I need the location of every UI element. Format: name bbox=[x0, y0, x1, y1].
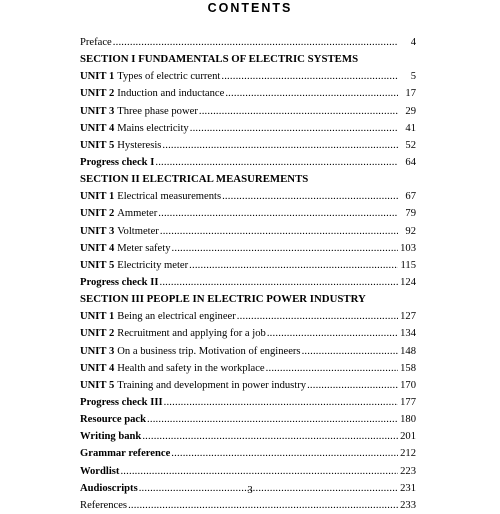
entry-title: Preface bbox=[80, 37, 112, 48]
toc-section-heading bbox=[80, 171, 416, 188]
entry-page-number: 29 bbox=[405, 105, 416, 117]
entry-title: Voltmeter bbox=[117, 225, 159, 237]
entry-page-number: 127 bbox=[400, 311, 416, 323]
entry-title: Writing bank bbox=[80, 431, 142, 443]
toc-entry bbox=[80, 34, 416, 51]
toc-entry bbox=[80, 205, 416, 222]
toc-entry bbox=[80, 103, 416, 120]
entry-page-number: 134 bbox=[400, 328, 416, 340]
entry-page-number: 64 bbox=[405, 156, 416, 168]
toc-entry bbox=[80, 360, 416, 377]
entry-title: Progress check I bbox=[80, 156, 155, 168]
entry-title: Resource pack bbox=[80, 414, 147, 426]
entry-title: Audioscripts bbox=[80, 482, 138, 494]
entry-title: Hysteresis bbox=[117, 139, 162, 151]
dot-leader bbox=[307, 377, 398, 394]
entry-page-number: 52 bbox=[405, 139, 416, 151]
entry-title: Electricity meter bbox=[117, 259, 189, 271]
entry-page-number: 41 bbox=[405, 122, 416, 134]
dot-leader bbox=[221, 68, 398, 85]
entry-title: Training and development in power industry bbox=[117, 379, 307, 391]
entry-page-number: 223 bbox=[400, 465, 416, 477]
dot-leader bbox=[120, 463, 398, 480]
entry-title: Induction and inductance bbox=[117, 88, 225, 100]
entry-page-number: 212 bbox=[400, 448, 416, 460]
dot-leader bbox=[128, 497, 398, 514]
entry-title: Mains electricity bbox=[117, 122, 189, 134]
unit-number: UNIT 5 bbox=[80, 379, 115, 391]
dot-leader bbox=[302, 343, 398, 360]
entry-title: Meter safety bbox=[117, 242, 171, 254]
unit-number: UNIT 3 bbox=[80, 225, 115, 237]
unit-number: UNIT 3 bbox=[80, 345, 115, 357]
entry-page-number: 201 bbox=[400, 431, 416, 443]
entry-title: References bbox=[80, 499, 128, 511]
toc-entry bbox=[80, 137, 416, 154]
toc-entry bbox=[80, 240, 416, 257]
dot-leader bbox=[147, 411, 398, 428]
entry-page-number: 177 bbox=[400, 396, 416, 408]
entry-page-number: 67 bbox=[405, 191, 416, 203]
entry-page-number: 148 bbox=[400, 345, 416, 357]
toc-entry bbox=[80, 394, 416, 411]
unit-number: UNIT 4 bbox=[80, 242, 115, 254]
dot-leader bbox=[222, 188, 398, 205]
toc-entry bbox=[80, 188, 416, 205]
entry-title: On a business trip. Motivation of engineers bbox=[117, 345, 301, 357]
unit-number: UNIT 5 bbox=[80, 259, 115, 271]
entry-page-number: 170 bbox=[400, 379, 416, 391]
dot-leader bbox=[162, 137, 398, 154]
entry-title: Electrical measurements bbox=[117, 191, 222, 203]
entry-page-number: 180 bbox=[400, 414, 416, 426]
dot-leader bbox=[159, 274, 398, 291]
entry-title: Grammar reference bbox=[80, 448, 171, 460]
dot-leader bbox=[266, 360, 398, 377]
entry-page-number: 4 bbox=[410, 37, 416, 48]
toc-entry bbox=[80, 274, 416, 291]
unit-number: UNIT 1 bbox=[80, 311, 115, 323]
entry-page-number: 103 bbox=[400, 242, 416, 254]
unit-number: UNIT 4 bbox=[80, 362, 115, 374]
dot-leader bbox=[160, 223, 398, 240]
toc-entry bbox=[80, 428, 416, 445]
unit-number: UNIT 4 bbox=[80, 122, 115, 134]
unit-number: UNIT 1 bbox=[80, 71, 115, 83]
entry-title: Health and safety in the workplace bbox=[117, 362, 265, 374]
page-number: 3 bbox=[247, 485, 253, 496]
entry-title: Wordlist bbox=[80, 465, 120, 477]
toc-entry bbox=[80, 308, 416, 325]
toc-entry bbox=[80, 223, 416, 240]
entry-title: Ammeter bbox=[117, 208, 158, 220]
dot-leader bbox=[267, 325, 398, 342]
page-title: CONTENTS bbox=[207, 1, 293, 15]
dot-leader bbox=[189, 257, 398, 274]
toc-entry bbox=[80, 154, 416, 171]
toc-entry bbox=[80, 377, 416, 394]
entry-title: Being an electrical engineer bbox=[117, 311, 236, 323]
entry-title: Progress check II bbox=[80, 276, 159, 288]
entry-page-number: 158 bbox=[400, 362, 416, 374]
entry-page-number: 124 bbox=[400, 276, 416, 288]
dot-leader bbox=[142, 428, 398, 445]
entry-page-number: 231 bbox=[400, 482, 416, 494]
entry-page-number: 115 bbox=[400, 259, 416, 271]
toc-section-heading bbox=[80, 51, 416, 68]
entry-page-number: 92 bbox=[405, 225, 416, 237]
dot-leader bbox=[164, 394, 398, 411]
entry-page-number: 79 bbox=[405, 208, 416, 220]
dot-leader bbox=[225, 85, 398, 102]
unit-number: UNIT 3 bbox=[80, 105, 115, 117]
dot-leader bbox=[199, 103, 398, 120]
dot-leader bbox=[190, 120, 398, 137]
unit-number: UNIT 2 bbox=[80, 88, 115, 100]
dot-leader bbox=[237, 308, 398, 325]
section-title: SECTION II ELECTRICAL MEASUREMENTS bbox=[80, 173, 309, 186]
entry-title: Progress check III bbox=[80, 396, 163, 408]
entry-page-number: 17 bbox=[405, 88, 416, 100]
entry-title: Types of electric current bbox=[117, 71, 221, 83]
toc-entry bbox=[80, 463, 416, 480]
toc-entry bbox=[80, 325, 416, 342]
unit-number: UNIT 2 bbox=[80, 328, 115, 340]
toc-entry bbox=[80, 120, 416, 137]
entry-title: Recruitment and applying for a job bbox=[117, 328, 266, 340]
unit-number: UNIT 5 bbox=[80, 139, 115, 151]
toc-entry bbox=[80, 85, 416, 102]
toc-entry bbox=[80, 68, 416, 85]
entry-page-number: 5 bbox=[410, 71, 416, 83]
dot-leader bbox=[172, 240, 399, 257]
toc-entry bbox=[80, 257, 416, 274]
section-title: SECTION III PEOPLE IN ELECTRIC POWER INDUSTRY bbox=[80, 293, 366, 306]
section-title: SECTION I FUNDAMENTALS OF ELECTRIC SYSTEMS bbox=[80, 53, 359, 66]
entry-page-number: 233 bbox=[400, 499, 416, 511]
dot-leader bbox=[113, 34, 398, 51]
dot-leader bbox=[155, 154, 398, 171]
entry-title: Three phase power bbox=[117, 105, 198, 117]
toc-entry bbox=[80, 343, 416, 360]
toc-section-heading bbox=[80, 291, 416, 308]
toc-entry bbox=[80, 445, 416, 462]
toc-entry bbox=[80, 411, 416, 428]
dot-leader bbox=[158, 205, 398, 222]
unit-number: UNIT 1 bbox=[80, 191, 115, 203]
unit-number: UNIT 2 bbox=[80, 208, 115, 220]
table-of-contents bbox=[80, 34, 416, 514]
toc-entry bbox=[80, 497, 416, 514]
dot-leader bbox=[171, 445, 398, 462]
